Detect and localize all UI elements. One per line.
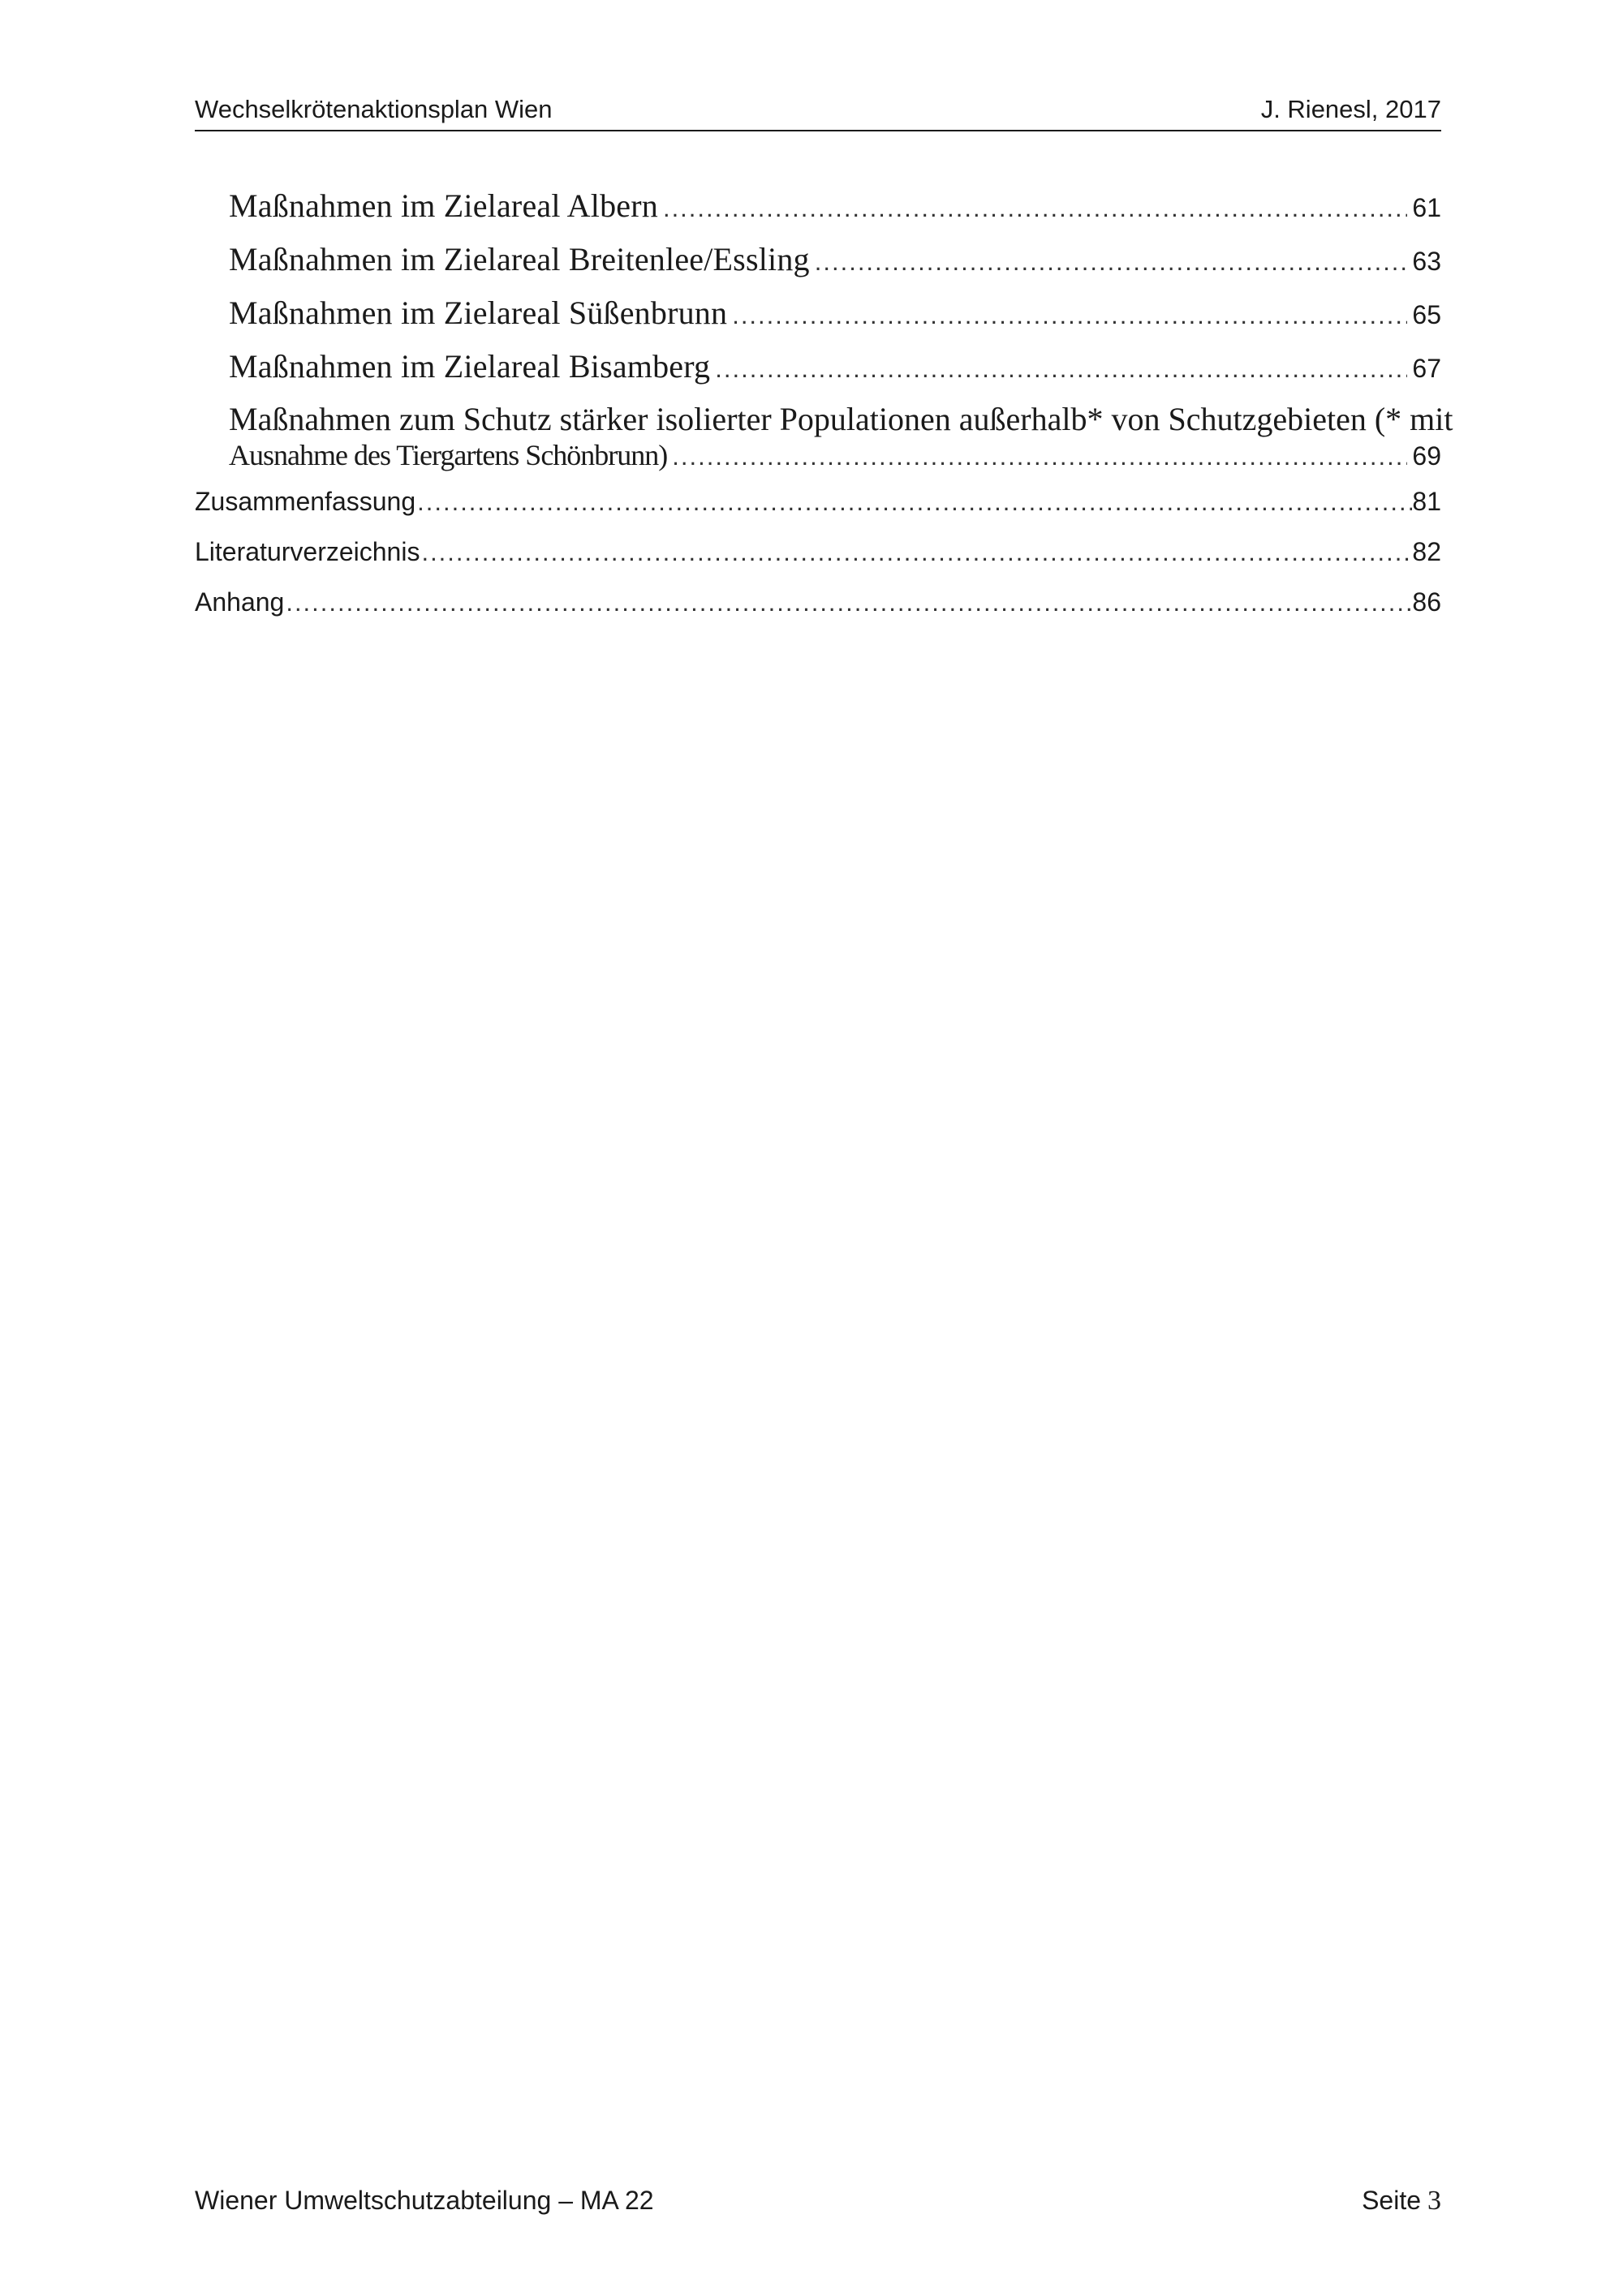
toc-entry-title: Maßnahmen im Zielareal Bisamberg	[229, 348, 711, 385]
toc-entry-title: Literaturverzeichnis	[195, 537, 420, 566]
toc-dot-leader	[672, 442, 1407, 471]
toc-entry-breitenlee-essling[interactable]	[195, 240, 1441, 294]
footer-page-number: 3	[1427, 2186, 1441, 2216]
toc-dot-leader	[732, 301, 1407, 330]
toc-entry-title-line2-row	[229, 438, 1441, 479]
toc-entry-title: Anhang	[195, 587, 285, 617]
toc-entry-albern[interactable]	[195, 187, 1441, 240]
toc-dot-leader	[815, 247, 1408, 277]
toc-page-number: 67	[1412, 354, 1441, 383]
page-footer	[195, 2182, 1441, 2218]
toc-page-number: 61	[1412, 193, 1441, 222]
toc-entry-title: Maßnahmen im Zielareal Süßenbrunn	[229, 295, 728, 331]
toc-dot-leader	[421, 538, 1412, 567]
toc-entry-anhang[interactable]	[195, 587, 1441, 638]
footer-department: Wiener Umweltschutzabteilung – MA 22	[195, 2186, 654, 2215]
toc-entry-title-line1: Maßnahmen zum Schutz stärker isolierter Populationen außerhalb* von Schutzgebieten (* mit	[229, 401, 1453, 437]
toc-page-number: 63	[1412, 247, 1441, 276]
toc-entry-title: Maßnahmen im Zielareal Breitenlee/Essling	[229, 241, 810, 277]
table-of-contents	[195, 187, 1453, 638]
toc-entry-literaturverzeichnis[interactable]	[195, 537, 1441, 587]
toc-dot-leader	[663, 194, 1407, 223]
toc-page-number: 81	[1412, 487, 1441, 516]
page-header	[195, 96, 1441, 131]
toc-entry-bisamberg[interactable]	[195, 347, 1441, 401]
toc-page-number: 65	[1412, 300, 1441, 329]
toc-dot-leader	[286, 588, 1412, 617]
header-title: Wechselkrötenaktionsplan Wien	[195, 95, 553, 123]
toc-page-number: 69	[1412, 441, 1441, 471]
footer-page-indicator	[1362, 2182, 1441, 2219]
footer-page-label: Seite	[1362, 2186, 1421, 2215]
toc-entry-title-line2: Ausnahme des Tiergartens Schönbrunn)	[229, 439, 668, 471]
toc-entry-suessenbrunn[interactable]	[195, 294, 1441, 347]
header-author-year: J. Rienesl, 2017	[1260, 95, 1441, 123]
toc-entry-title: Zusammenfassung	[195, 487, 416, 516]
toc-entry-zusammenfassung[interactable]	[195, 487, 1441, 537]
toc-page-number: 82	[1412, 537, 1441, 566]
toc-page-number: 86	[1412, 587, 1441, 617]
toc-dot-leader	[417, 488, 1412, 517]
toc-dot-leader	[715, 355, 1407, 384]
toc-entry-isolated-populations[interactable]	[195, 401, 1453, 479]
toc-entry-title: Maßnahmen im Zielareal Albern	[229, 187, 658, 224]
